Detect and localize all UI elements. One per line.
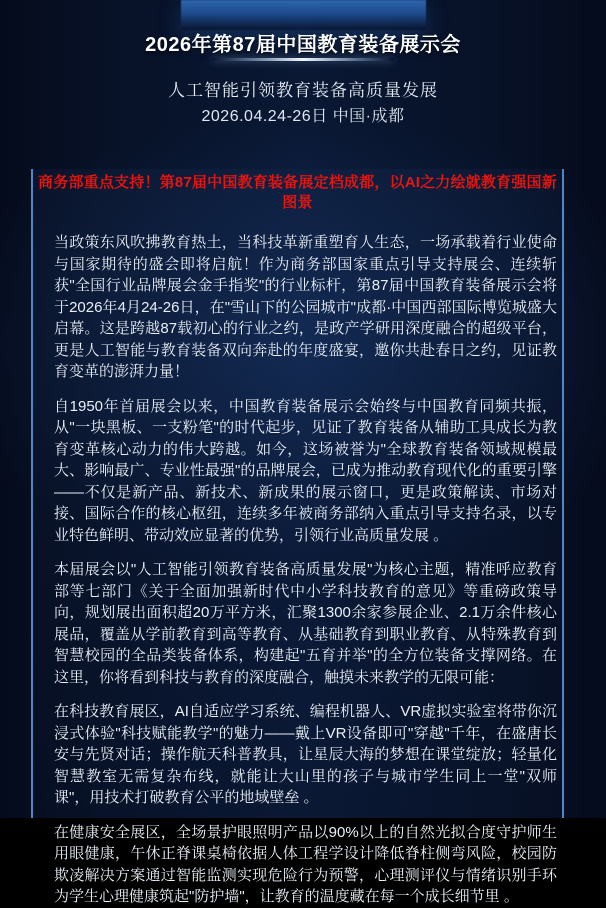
event-date-location: 2026.04.24-26日 中国·成都 (201, 108, 405, 125)
title-divider (212, 58, 394, 61)
header-banner-glow (181, 0, 426, 30)
alert-headline: 商务部重点支持！第87届中国教育装备展定档成都，以AI之力绘就教育强国新图景 (38, 174, 557, 211)
content-panel (31, 169, 564, 905)
article-paragraph: 本届展会以"人工智能引领教育装备高质量发展"为核心主题，精准呼应教育部等七部门《关于全面加强新时代中小学科技教育的意见》等重磅政策导向，规划展出面积超20万平方米，汇聚1300余家参展企业、2.1万余件核心展品，覆盖从学前教育到高等教育、从基础教育到职业教育、从特殊教育到智慧校园的全品类装备体系，构建起"五育并举"的全方位装备支撑网络。在这里，你将看到科技与教育的深度融合，触摸未来教学的无限可能： (54, 561, 557, 686)
article-paragraph: 自1950年首届展会以来，中国教育装备展示会始终与中国教育同频共振，从"一块黑板、一支粉笔"的时代起步，见证了教育装备从辅助工具成长为教育变革核心动力的伟大跨越。如今，这场被誉为"全球教育装备领域规模最大、影响最广、专业性最强"的品牌展会，已成为推动教育现代化的重要引擎——不仅是新产品、新技术、新成果的展示窗口，更是政策解读、市场对接、国际合作的核心枢纽，连续多年被商务部纳入重点引导支持名录，以专业特色鲜明、带动效应显著的优势，引领行业高质量发展 。 (54, 397, 557, 544)
article-paragraph: 在科技教育展区，AI自适应学习系统、编程机器人、VR虚拟实验室将带你沉浸式体验"科技赋能教学"的魅力——戴上VR设备即可"穿越"千年，在盛唐长安与先贤对话；操作航天科普教具，让星辰大海的梦想在课堂绽放；轻量化智慧教室无需复杂布线，就能让大山里的孩子与城市学生同上一堂"双师课"，用技术打破教育公平的地域壁垒 。 (54, 703, 557, 806)
article-paragraph: 当政策东风吹拂教育热土，当科技革新重塑育人生态，一场承载着行业使命与国家期待的盛会即将启航！作为商务部国家重点引导支持展会、连续斩获"全国行业品牌展会金手指奖"的行业标杆，第87届中国教育装备展示会将于2026年4月24-26日，在"雪山下的公园城市"成都·中国西部国际博览城盛大启幕。这是跨越87载初心的行业之约，是政产学研用深度融合的超级平台，更是人工智能与教育装备双向奔赴的年度盛宴，邀你共赴春日之约，见证教育变革的澎湃力量！ (54, 234, 557, 380)
article-paragraph: 在健康安全展区，全场景护眼照明产品以90%以上的自然光拟合度守护师生用眼健康，午休正脊课桌椅依据人体工程学设计降低脊柱侧弯风险，校园防欺凌解决方案通过智能监测实现危险行为预警，心理测评仪与情绪识别手环为学生心理健康筑起"防护墙"，让教育的温度藏在每一个成长细节里 。 (54, 823, 557, 905)
article-body (54, 232, 557, 908)
page-subtitle: 人工智能引领教育装备高质量发展 (168, 81, 438, 100)
page-title: 2026年第87届中国教育装备展示会 (145, 34, 461, 56)
